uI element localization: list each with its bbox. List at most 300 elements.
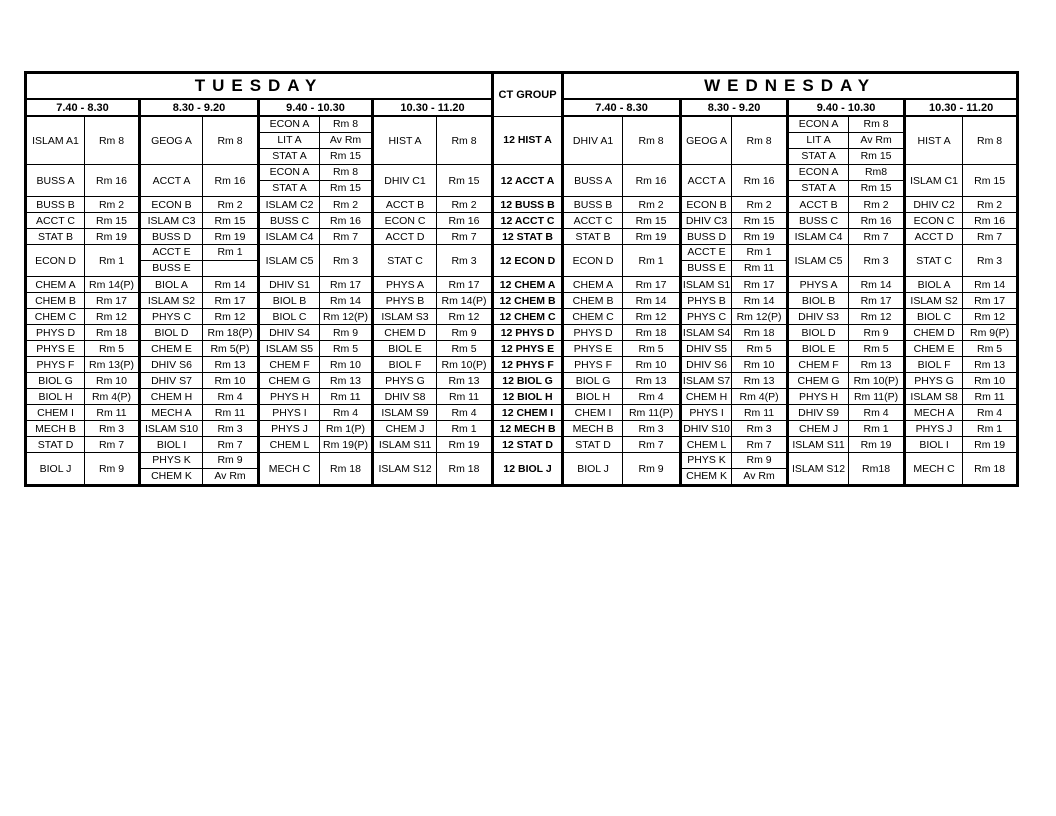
room-cell: Rm 8: [85, 116, 140, 165]
room-cell: Rm 14: [320, 293, 373, 309]
room-cell: Rm 16: [85, 165, 140, 197]
room-cell: Rm18: [849, 453, 905, 486]
ct-group-cell: 12 PHYS D: [493, 325, 563, 341]
room-cell: Rm 13: [963, 357, 1018, 373]
subject-cell: BIOL C: [905, 309, 963, 325]
room-cell: Rm 2: [963, 197, 1018, 213]
room-cell: Rm 17: [732, 277, 788, 293]
room-cell: Rm 18: [437, 453, 493, 486]
subject-cell: PHYS I: [259, 405, 320, 421]
subject-cell: ACCT C: [26, 213, 85, 229]
ct-group-cell: 12 ACCT A: [493, 165, 563, 197]
subject-cell: ECON C: [905, 213, 963, 229]
split-cell-entry: Rm 8: [332, 118, 359, 130]
room-cell: Rm 10(P): [849, 373, 905, 389]
room-cell: Rm 5: [320, 341, 373, 357]
room-cell: [732, 453, 788, 486]
room-cell: Rm 14: [963, 277, 1018, 293]
room-cell: Rm 9: [437, 325, 493, 341]
room-cell: Rm 17: [963, 293, 1018, 309]
subject-cell: CHEM H: [681, 389, 732, 405]
subject-cell: PHYS J: [259, 421, 320, 437]
room-cell: Rm 3: [623, 421, 681, 437]
split-cell-entry: Rm 15: [320, 148, 371, 164]
subject-cell: CHEM B: [563, 293, 623, 309]
subject-cell: GEOG A: [681, 116, 732, 165]
room-cell: Rm 10(P): [437, 357, 493, 373]
table-row: [26, 373, 1018, 389]
split-cell-entry: STAT A: [789, 180, 848, 196]
subject-cell: CHEM G: [788, 373, 849, 389]
subject-cell: MECH B: [563, 421, 623, 437]
subject-cell: BUSS B: [563, 197, 623, 213]
room-cell: Rm 18: [963, 453, 1018, 486]
subject-cell: DHIV S3: [788, 309, 849, 325]
subject-cell: STAT B: [563, 229, 623, 245]
split-cell-entry: ACCT E: [687, 246, 726, 258]
subject-cell: ISLAM S2: [905, 293, 963, 309]
subject-cell: DHIV S6: [681, 357, 732, 373]
room-cell: Rm 4(P): [85, 389, 140, 405]
room-cell: Rm 18: [623, 325, 681, 341]
subject-cell: GEOG A: [140, 116, 203, 165]
room-cell: Rm 5: [963, 341, 1018, 357]
subject-cell: ACCT B: [788, 197, 849, 213]
room-cell: Rm 19: [623, 229, 681, 245]
ct-group-cell: 12 CHEM B: [493, 293, 563, 309]
split-cell: [682, 245, 731, 276]
subject-cell: ISLAM S11: [373, 437, 437, 453]
subject-cell: BIOL B: [788, 293, 849, 309]
subject-cell: CHEM L: [681, 437, 732, 453]
subject-cell: MECH A: [905, 405, 963, 421]
wed-period-1: 7.40 - 8.30: [563, 99, 681, 116]
subject-cell: [259, 165, 320, 197]
subject-cell: [259, 116, 320, 165]
split-cell-entry: ACCT E: [152, 246, 191, 258]
split-cell: [682, 453, 731, 484]
room-cell: Rm 2: [732, 197, 788, 213]
room-cell: Rm 4(P): [732, 389, 788, 405]
subject-cell: PHYS F: [26, 357, 85, 373]
subject-cell: DHIV S1: [259, 277, 320, 293]
subject-cell: ECON C: [373, 213, 437, 229]
subject-cell: BIOL D: [788, 325, 849, 341]
ct-group-cell: 12 BIOL G: [493, 373, 563, 389]
table-row: [26, 293, 1018, 309]
room-cell: Rm 2: [849, 197, 905, 213]
subject-cell: BUSS A: [26, 165, 85, 197]
subject-cell: BUSS A: [563, 165, 623, 197]
split-cell-entry: Rm 9: [746, 454, 772, 466]
room-cell: Rm 11: [437, 389, 493, 405]
room-cell: Rm 13: [320, 373, 373, 389]
room-cell: Rm 9: [849, 325, 905, 341]
room-cell: Rm 10: [623, 357, 681, 373]
table-row: [26, 309, 1018, 325]
subject-cell: MECH C: [259, 453, 320, 486]
room-cell: Rm 11: [320, 389, 373, 405]
split-cell-entry: Av Rm: [732, 468, 786, 484]
room-cell: Rm 19: [732, 229, 788, 245]
subject-cell: ECON D: [563, 245, 623, 277]
subject-cell: BIOL B: [259, 293, 320, 309]
subject-cell: ISLAM S10: [140, 421, 203, 437]
room-cell: Rm 4: [320, 405, 373, 421]
subject-cell: BIOL H: [563, 389, 623, 405]
subject-cell: DHIV A1: [563, 116, 623, 165]
room-cell: Rm 12(P): [732, 309, 788, 325]
room-cell: Rm 1: [849, 421, 905, 437]
subject-cell: ISLAM S7: [681, 373, 732, 389]
split-cell: [732, 245, 786, 276]
room-cell: Rm 3: [320, 245, 373, 277]
ct-group-cell: 12 ACCT C: [493, 213, 563, 229]
subject-cell: DHIV S5: [681, 341, 732, 357]
subject-cell: CHEM G: [259, 373, 320, 389]
table-row: [26, 437, 1018, 453]
room-cell: [203, 245, 259, 277]
subject-cell: BIOL C: [259, 309, 320, 325]
split-cell: [260, 117, 319, 164]
subject-cell: ACCT B: [373, 197, 437, 213]
room-cell: [849, 116, 905, 165]
room-cell: Rm 14(P): [437, 293, 493, 309]
table-row: [26, 405, 1018, 421]
split-cell: [141, 453, 202, 484]
split-cell-entry: Rm 15: [849, 180, 903, 196]
ct-group-cell: 12 BIOL H: [493, 389, 563, 405]
room-cell: Rm 3: [203, 421, 259, 437]
room-cell: Rm 4: [963, 405, 1018, 421]
split-cell: [789, 165, 848, 196]
subject-cell: DHIV C1: [373, 165, 437, 197]
subject-cell: ACCT D: [373, 229, 437, 245]
room-cell: Rm 3: [732, 421, 788, 437]
split-cell: [203, 453, 257, 484]
split-cell-entry: PHYS K: [687, 454, 726, 466]
room-cell: Rm 2: [623, 197, 681, 213]
subject-cell: BIOL I: [905, 437, 963, 453]
subject-cell: CHEM I: [563, 405, 623, 421]
room-cell: Rm 14: [623, 293, 681, 309]
room-cell: Rm 7: [85, 437, 140, 453]
subject-cell: MECH B: [26, 421, 85, 437]
room-cell: Rm 7: [437, 229, 493, 245]
subject-cell: [140, 453, 203, 486]
day-wednesday: WEDNESDAY: [563, 73, 1018, 100]
room-cell: Rm 9: [85, 453, 140, 486]
room-cell: Rm 2: [437, 197, 493, 213]
subject-cell: DHIV S9: [788, 405, 849, 421]
split-cell-entry: CHEM K: [141, 468, 202, 484]
split-cell-entry: ECON A: [798, 118, 839, 130]
room-cell: Rm 16: [437, 213, 493, 229]
room-cell: Rm 5(P): [203, 341, 259, 357]
room-cell: Rm 12: [85, 309, 140, 325]
table-row: [26, 453, 1018, 486]
split-cell-entry: Rm 15: [849, 148, 903, 164]
room-cell: Rm 3: [849, 245, 905, 277]
split-cell-entry: ECON A: [798, 166, 839, 178]
subject-cell: PHYS D: [563, 325, 623, 341]
ct-group-cell: 12 STAT D: [493, 437, 563, 453]
room-cell: Rm 13(P): [85, 357, 140, 373]
room-cell: Rm 7: [732, 437, 788, 453]
subject-cell: BIOL E: [788, 341, 849, 357]
subject-cell: PHYS I: [681, 405, 732, 421]
tue-period-1: 7.40 - 8.30: [26, 99, 140, 116]
table-row: [26, 325, 1018, 341]
subject-cell: PHYS H: [788, 389, 849, 405]
room-cell: [732, 245, 788, 277]
subject-cell: PHYS G: [905, 373, 963, 389]
subject-cell: ACCT D: [905, 229, 963, 245]
subject-cell: BUSS C: [259, 213, 320, 229]
room-cell: [203, 453, 259, 486]
split-cell: [849, 165, 903, 196]
room-cell: Rm 19: [203, 229, 259, 245]
subject-cell: BUSS D: [140, 229, 203, 245]
subject-cell: BIOL G: [26, 373, 85, 389]
subject-cell: ISLAM C2: [259, 197, 320, 213]
subject-cell: PHYS E: [563, 341, 623, 357]
subject-cell: ISLAM A1: [26, 116, 85, 165]
split-cell-entry: [203, 260, 257, 276]
subject-cell: ISLAM S1: [681, 277, 732, 293]
room-cell: Rm 11: [963, 389, 1018, 405]
table-row: [26, 245, 1018, 277]
room-cell: Rm 7: [963, 229, 1018, 245]
split-cell-entry: Rm 8: [863, 118, 889, 130]
table-row: [26, 421, 1018, 437]
split-cell-entry: Av Rm: [320, 132, 371, 148]
split-cell: [789, 117, 848, 164]
split-cell: [203, 245, 257, 276]
split-cell-entry: LIT A: [789, 132, 848, 148]
table-row: [26, 197, 1018, 213]
subject-cell: PHYS B: [681, 293, 732, 309]
subject-cell: ISLAM S9: [373, 405, 437, 421]
subject-cell: BIOL F: [905, 357, 963, 373]
subject-cell: PHYS D: [26, 325, 85, 341]
room-cell: Rm 17: [320, 277, 373, 293]
room-cell: Rm 4: [623, 389, 681, 405]
room-cell: Rm 17: [203, 293, 259, 309]
split-cell-entry: PHYS K: [152, 454, 191, 466]
subject-cell: ISLAM S12: [373, 453, 437, 486]
subject-cell: BIOL H: [26, 389, 85, 405]
room-cell: Rm 8: [732, 116, 788, 165]
subject-cell: BIOL J: [26, 453, 85, 486]
subject-cell: ISLAM C4: [788, 229, 849, 245]
subject-cell: CHEM C: [563, 309, 623, 325]
room-cell: Rm 2: [203, 197, 259, 213]
subject-cell: HIST A: [373, 116, 437, 165]
subject-cell: CHEM I: [26, 405, 85, 421]
room-cell: Rm 12: [849, 309, 905, 325]
subject-cell: BIOL I: [140, 437, 203, 453]
room-cell: Rm 8: [623, 116, 681, 165]
room-cell: Rm 14: [203, 277, 259, 293]
tue-period-2: 8.30 - 9.20: [140, 99, 259, 116]
subject-cell: CHEM L: [259, 437, 320, 453]
ct-group-cell: 12 CHEM C: [493, 309, 563, 325]
room-cell: Rm 4: [203, 389, 259, 405]
subject-cell: ISLAM C5: [788, 245, 849, 277]
subject-cell: PHYS B: [373, 293, 437, 309]
room-cell: Rm 18: [732, 325, 788, 341]
subject-cell: [788, 165, 849, 197]
subject-cell: CHEM H: [140, 389, 203, 405]
room-cell: [320, 116, 373, 165]
room-cell: Rm 4: [437, 405, 493, 421]
subject-cell: DHIV S6: [140, 357, 203, 373]
subject-cell: ISLAM S11: [788, 437, 849, 453]
room-cell: Rm 1: [963, 421, 1018, 437]
subject-cell: PHYS A: [373, 277, 437, 293]
split-cell-entry: Rm 15: [320, 180, 371, 196]
table-row: [26, 357, 1018, 373]
subject-cell: PHYS F: [563, 357, 623, 373]
subject-cell: CHEM F: [788, 357, 849, 373]
subject-cell: ISLAM S4: [681, 325, 732, 341]
room-cell: Rm 14(P): [85, 277, 140, 293]
ct-group-cell: 12 PHYS F: [493, 357, 563, 373]
room-cell: Rm 16: [623, 165, 681, 197]
subject-cell: PHYS J: [905, 421, 963, 437]
room-cell: Rm 12(P): [320, 309, 373, 325]
split-cell-entry: ECON A: [269, 166, 310, 178]
room-cell: Rm 9: [623, 453, 681, 486]
split-cell-entry: CHEM K: [682, 468, 731, 484]
table-row: [26, 277, 1018, 293]
subject-cell: PHYS E: [26, 341, 85, 357]
subject-cell: ACCT A: [140, 165, 203, 197]
split-cell-entry: Rm 1: [217, 246, 243, 258]
room-cell: Rm 15: [963, 165, 1018, 197]
room-cell: Rm 9(P): [963, 325, 1018, 341]
subject-cell: ISLAM S3: [373, 309, 437, 325]
room-cell: Rm 15: [85, 213, 140, 229]
subject-cell: BUSS C: [788, 213, 849, 229]
room-cell: Rm 11(P): [623, 405, 681, 421]
room-cell: Rm 11: [85, 405, 140, 421]
subject-cell: ISLAM C1: [905, 165, 963, 197]
subject-cell: ISLAM C4: [259, 229, 320, 245]
split-cell-entry: Rm 9: [217, 454, 243, 466]
split-cell-entry: Rm 11: [732, 260, 786, 276]
room-cell: Rm 1: [623, 245, 681, 277]
subject-cell: [788, 116, 849, 165]
room-cell: Rm 2: [85, 197, 140, 213]
split-cell-entry: BUSS E: [682, 260, 731, 276]
room-cell: Rm 7: [623, 437, 681, 453]
room-cell: Rm 15: [732, 213, 788, 229]
room-cell: Rm 5: [623, 341, 681, 357]
room-cell: Rm 8: [437, 116, 493, 165]
room-cell: Rm 10: [732, 357, 788, 373]
room-cell: Rm 19(P): [320, 437, 373, 453]
subject-cell: STAT D: [26, 437, 85, 453]
subject-cell: ECON B: [681, 197, 732, 213]
subject-cell: CHEM E: [905, 341, 963, 357]
room-cell: Rm 3: [85, 421, 140, 437]
subject-cell: CHEM J: [788, 421, 849, 437]
ct-group-cell: 12 BUSS B: [493, 197, 563, 213]
subject-cell: DHIV C3: [681, 213, 732, 229]
room-cell: Rm 14: [849, 277, 905, 293]
subject-cell: CHEM B: [26, 293, 85, 309]
subject-cell: ISLAM S5: [259, 341, 320, 357]
room-cell: Rm 12: [963, 309, 1018, 325]
subject-cell: [681, 245, 732, 277]
room-cell: Rm 4: [849, 405, 905, 421]
split-cell-entry: BUSS E: [141, 260, 202, 276]
room-cell: Rm 15: [203, 213, 259, 229]
ct-group-cell: 12 CHEM I: [493, 405, 563, 421]
subject-cell: ISLAM S8: [905, 389, 963, 405]
split-cell-entry: STAT A: [260, 148, 319, 164]
subject-cell: PHYS H: [259, 389, 320, 405]
room-cell: Rm 1: [437, 421, 493, 437]
room-cell: Rm 16: [849, 213, 905, 229]
wed-period-4: 10.30 - 11.20: [905, 99, 1018, 116]
split-cell-entry: ECON A: [269, 118, 310, 130]
wed-period-3: 9.40 - 10.30: [788, 99, 905, 116]
subject-cell: DHIV S7: [140, 373, 203, 389]
room-cell: Rm 13: [849, 357, 905, 373]
subject-cell: CHEM A: [26, 277, 85, 293]
room-cell: Rm 9: [320, 325, 373, 341]
room-cell: Rm 13: [437, 373, 493, 389]
ct-group-cell: 12 BIOL J: [493, 453, 563, 486]
ct-group-cell: 12 CHEM A: [493, 277, 563, 293]
subject-cell: BIOL G: [563, 373, 623, 389]
subject-cell: PHYS C: [140, 309, 203, 325]
split-cell: [260, 165, 319, 196]
room-cell: Rm 1: [85, 245, 140, 277]
room-cell: Rm 19: [849, 437, 905, 453]
room-cell: Rm 19: [85, 229, 140, 245]
split-cell-entry: STAT A: [789, 148, 848, 164]
room-cell: Rm 2: [320, 197, 373, 213]
wed-period-2: 8.30 - 9.20: [681, 99, 788, 116]
subject-cell: CHEM D: [905, 325, 963, 341]
room-cell: Rm 19: [437, 437, 493, 453]
room-cell: Rm 17: [623, 277, 681, 293]
room-cell: Rm 18: [85, 325, 140, 341]
room-cell: Rm 15: [623, 213, 681, 229]
room-cell: Rm 17: [849, 293, 905, 309]
subject-cell: BUSS D: [681, 229, 732, 245]
table-row: [26, 116, 1018, 165]
tue-period-3: 9.40 - 10.30: [259, 99, 373, 116]
ct-group-cell: 12 PHYS E: [493, 341, 563, 357]
subject-cell: ISLAM C5: [259, 245, 320, 277]
room-cell: Rm 12: [203, 309, 259, 325]
subject-cell: ECON D: [26, 245, 85, 277]
table-row: [26, 165, 1018, 197]
subject-cell: DHIV C2: [905, 197, 963, 213]
room-cell: Rm 19: [963, 437, 1018, 453]
subject-cell: STAT C: [905, 245, 963, 277]
subject-cell: MECH A: [140, 405, 203, 421]
room-cell: Rm 13: [623, 373, 681, 389]
room-cell: Rm 18(P): [203, 325, 259, 341]
room-cell: Rm 10: [203, 373, 259, 389]
subject-cell: STAT C: [373, 245, 437, 277]
